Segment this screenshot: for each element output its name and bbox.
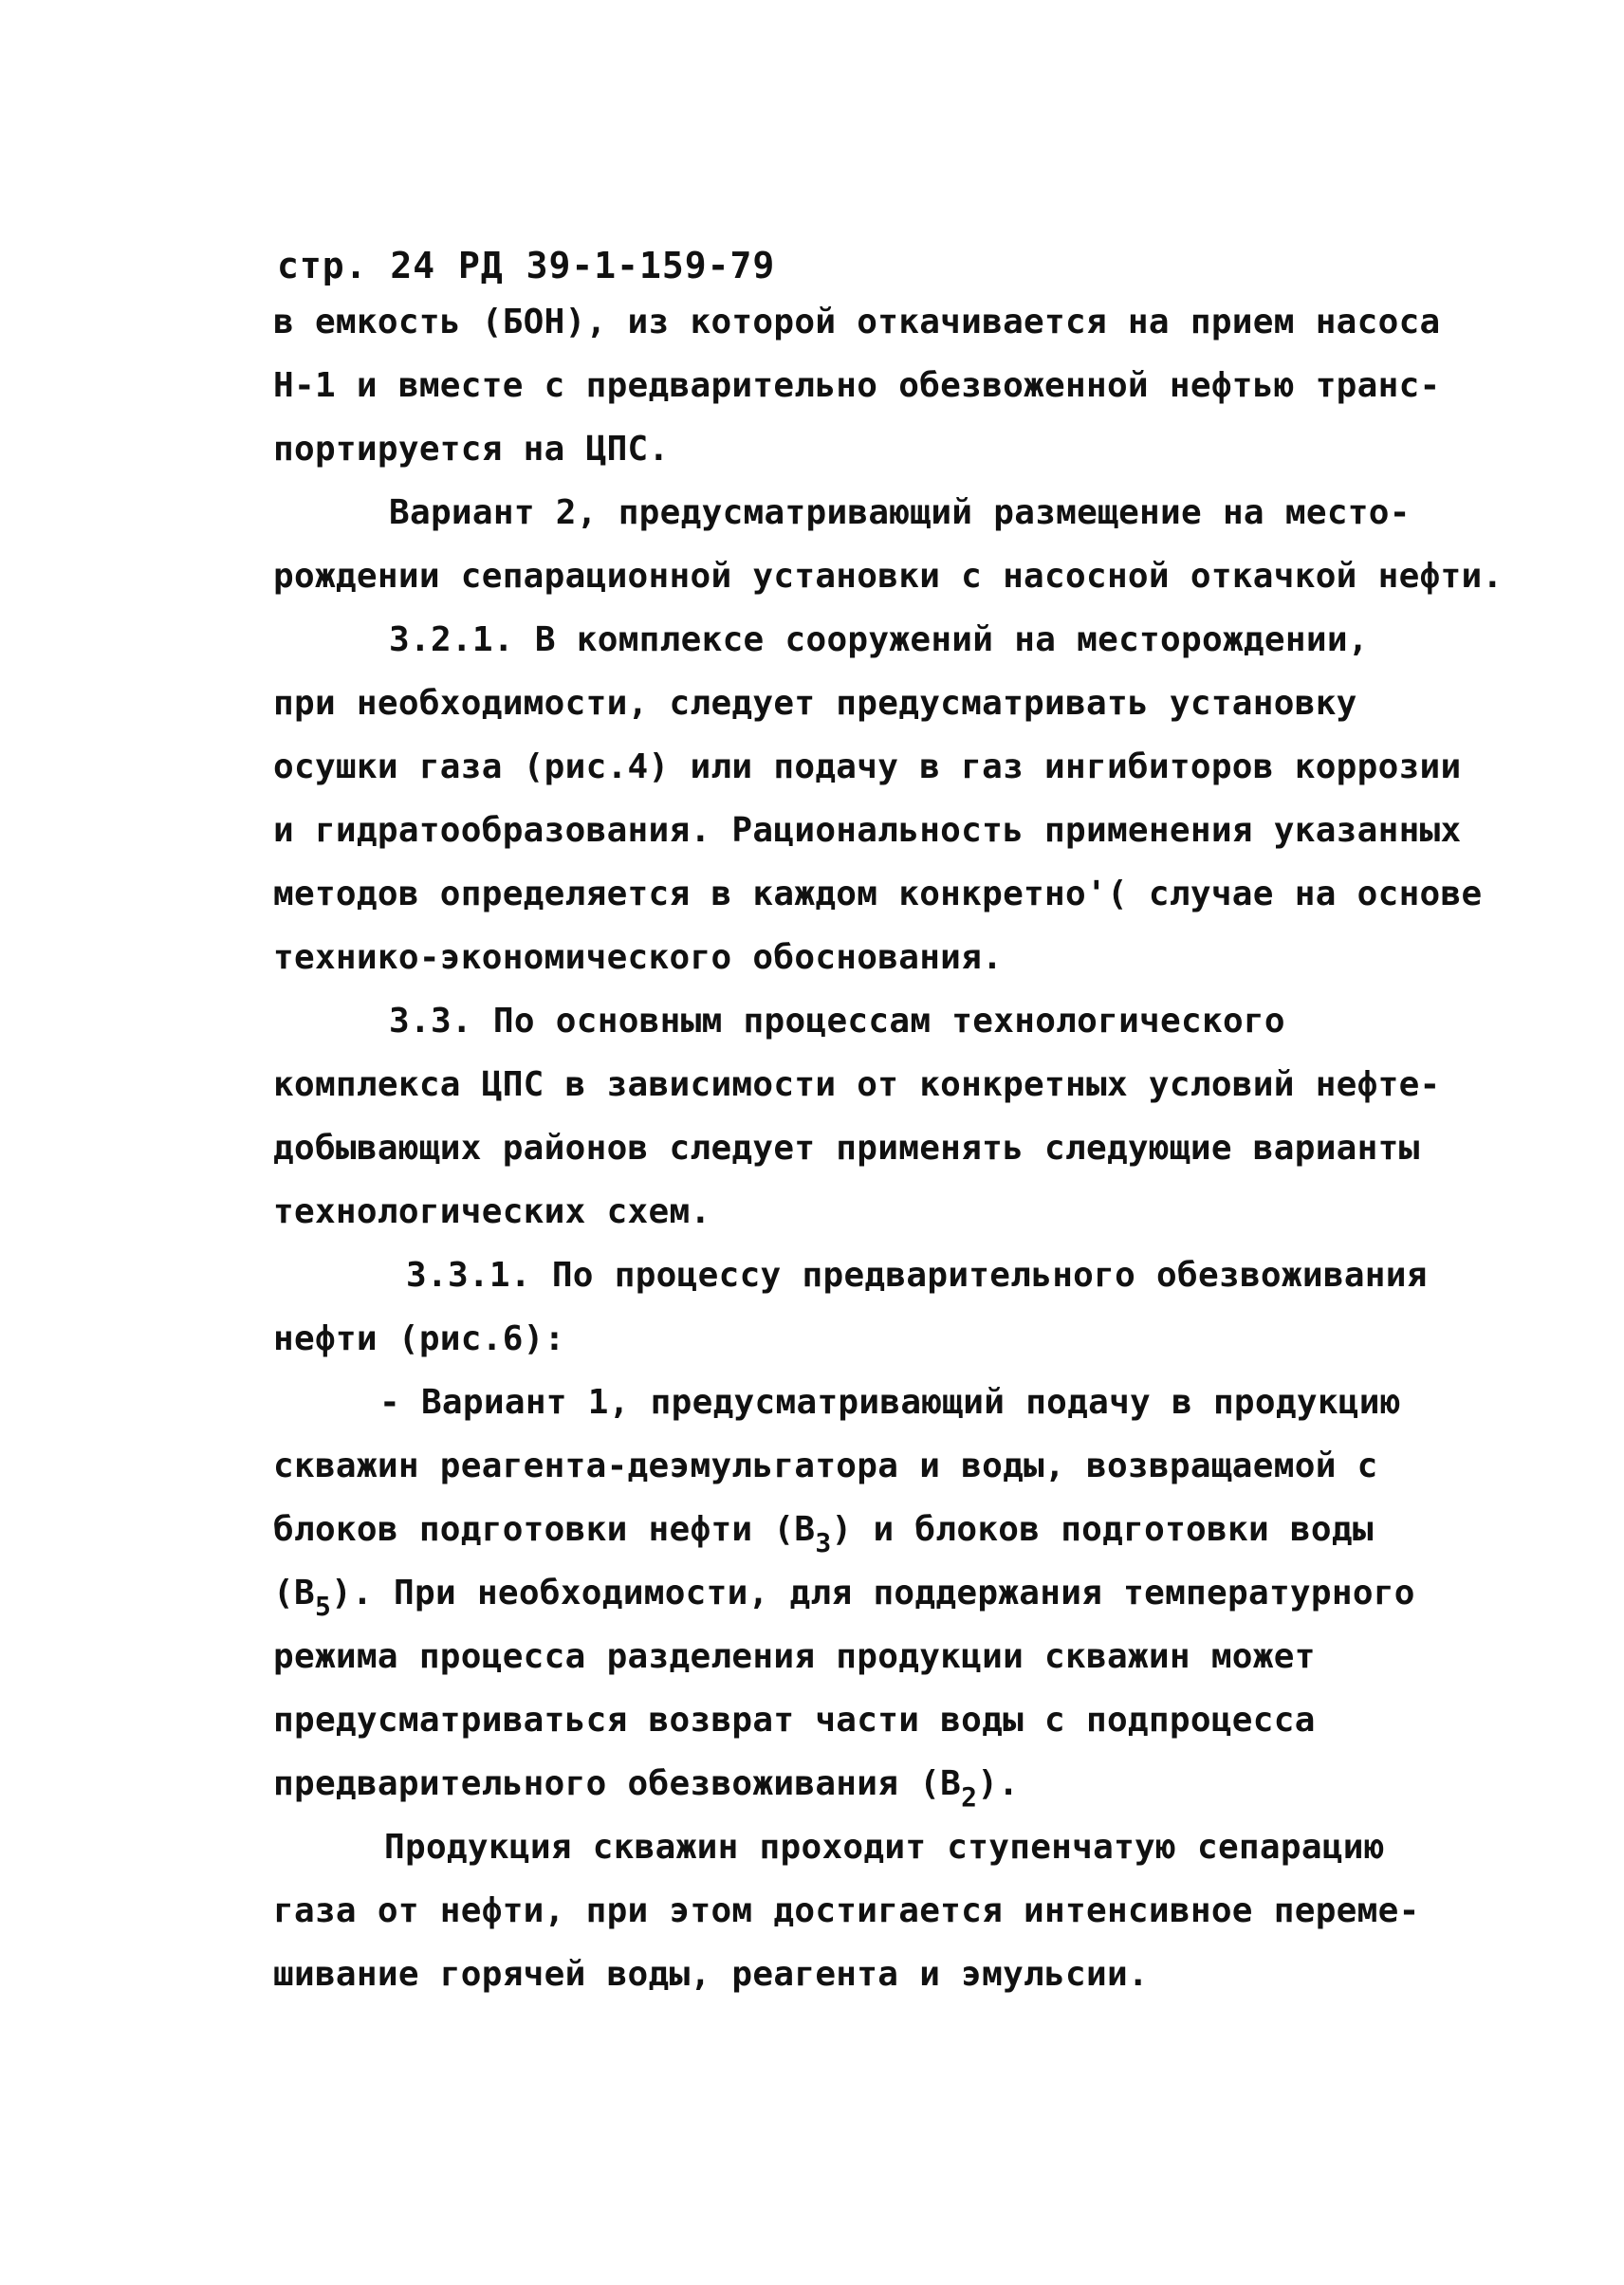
subscript: 3: [815, 1527, 832, 1558]
subscript: 5: [314, 1591, 332, 1622]
text-line: портируется на ЦПС.: [273, 430, 670, 469]
text-line: Продукция скважин проходит ступенчатую сепарацию: [384, 1828, 1385, 1867]
text-line: технико-экономического обоснования.: [273, 938, 1004, 977]
text-line: предусматриваться возврат части воды с подпроцесса: [273, 1701, 1316, 1740]
text-line: нефти (рис.6):: [273, 1319, 565, 1358]
text-line: и гидратообразования. Рациональность применения указанных: [273, 811, 1462, 850]
text-line: скважин реагента-деэмульгатора и воды, возвращаемой с: [273, 1447, 1378, 1485]
text-line: газа от нефти, при этом достигается интенсивное переме-: [273, 1891, 1420, 1930]
text-line-sub-b5: [273, 1573, 1415, 1622]
section-3-2-1: 3.2.1. В комплексе сооружений на месторождении,: [389, 620, 1369, 659]
text-line: шивание горячей воды, реагента и эмульсии.: [273, 1955, 1149, 1994]
text-line: в емкость (БОН), из которой откачивается на прием насоса: [273, 303, 1441, 341]
text-part: ).: [977, 1764, 1020, 1803]
text-part: ). При необходимости, для поддержания температурного: [331, 1574, 1415, 1612]
text-part: блоков подготовки нефти (В: [273, 1510, 816, 1549]
text-part: ) и блоков подготовки воды: [831, 1510, 1374, 1549]
text-part: предварительного обезвоживания (В: [273, 1764, 962, 1803]
text-line: Н-1 и вместе с предварительно обезвоженной нефтью транс-: [273, 366, 1441, 405]
text-line: методов определяется в каждом конкретно'( случае на основе: [273, 875, 1483, 913]
text-part: (В: [273, 1574, 315, 1612]
text-line-sub-b3: [273, 1509, 1374, 1558]
text-line: добывающих районов следует применять следующие варианты: [273, 1129, 1420, 1168]
text-line-sub-b2: [273, 1763, 1020, 1813]
text-line: режима процесса разделения продукции скважин может: [273, 1637, 1316, 1676]
page-header: стр. 24 РД 39-1-159-79: [277, 245, 776, 286]
variant-1-item: - Вариант 1, предусматривающий подачу в продукцию: [379, 1383, 1401, 1422]
text-line: комплекса ЦПС в зависимости от конкретных условий нефте-: [273, 1065, 1441, 1104]
text-line: технологических схем.: [273, 1192, 711, 1231]
text-line: рождении сепарационной установки с насосной откачкой нефти.: [273, 557, 1504, 596]
text-line: осушки газа (рис.4) или подачу в газ ингибиторов коррозии: [273, 747, 1462, 786]
text-line: при необходимости, следует предусматривать установку: [273, 684, 1357, 723]
subscript: 2: [961, 1781, 978, 1813]
section-3-3-1: 3.3.1. По процессу предварительного обезвоживания: [406, 1256, 1428, 1295]
section-3-3: 3.3. По основным процессам технологического: [389, 1002, 1285, 1041]
text-line: Вариант 2, предусматривающий размещение на место-: [389, 493, 1411, 532]
